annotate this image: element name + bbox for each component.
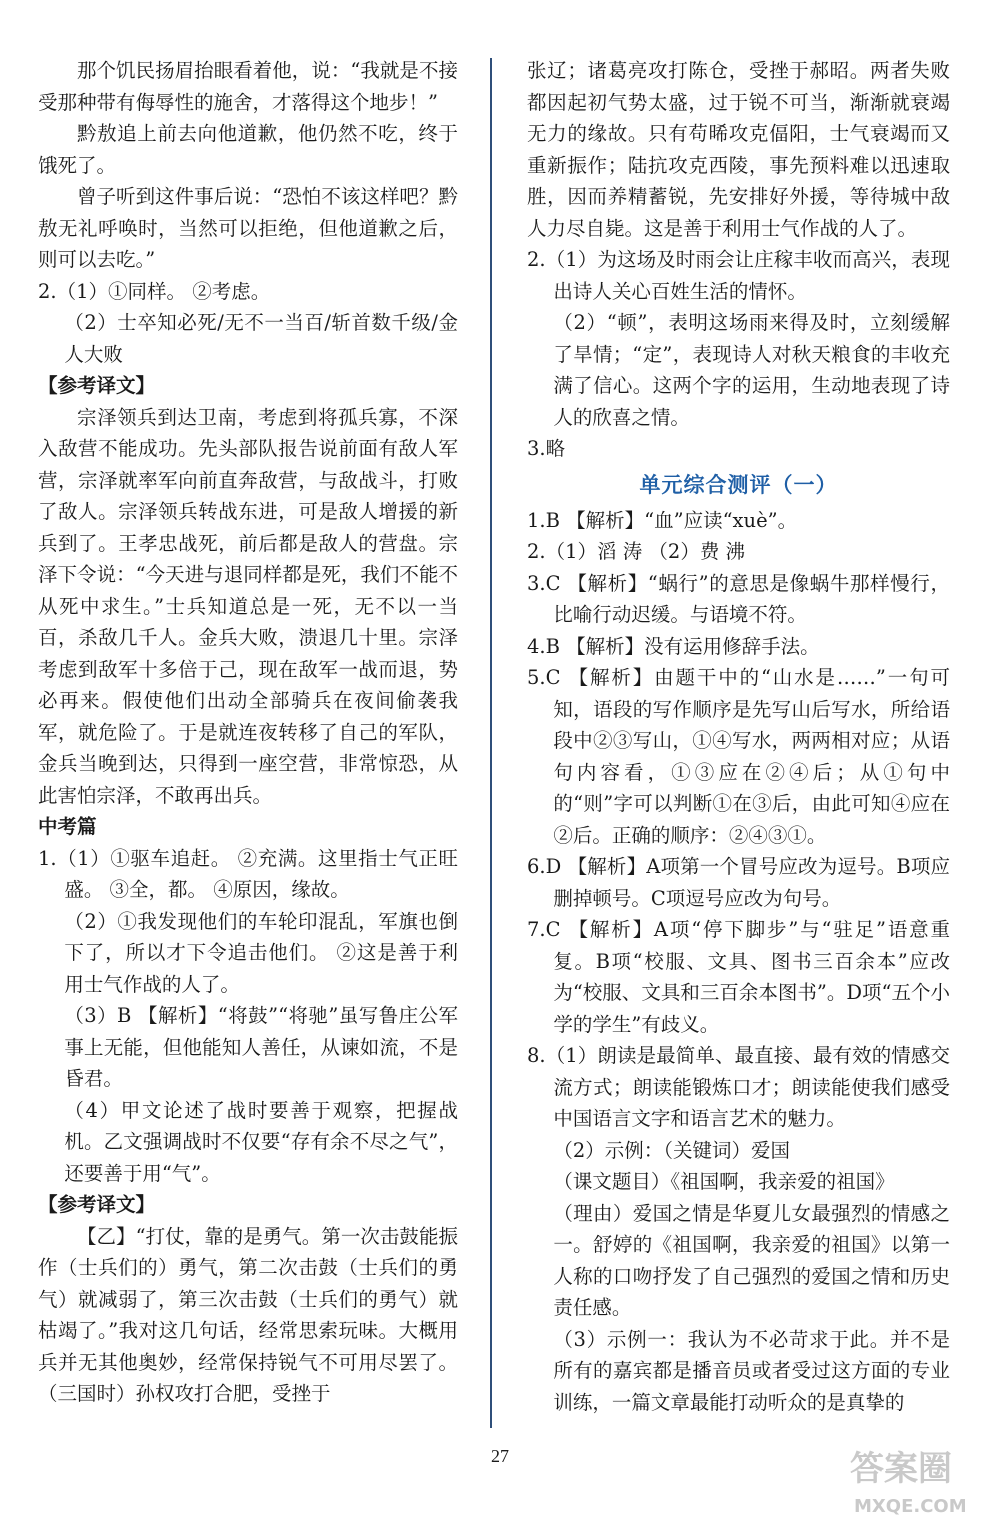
paragraph: （理由）爱国之情是华夏儿女最强烈的情感之一。舒婷的《祖国啊，我亲爱的祖国》以第一人称的口吻抒发了自己强烈的爱国之情和历史责任感。 bbox=[553, 1201, 950, 1319]
paragraph: （2）①我发现他们的车轮印混乱，军旗也倒下了，所以才下令追击他们。 ②这是善于利用士气作战的人了。 bbox=[64, 909, 458, 996]
paragraph: （4）甲文论述了战时要善于观察，把握战机。乙文强调战时不仅要“存有余不尽之气”，还要善于用“气”。 bbox=[64, 1098, 458, 1185]
paragraph: 3.略 bbox=[527, 437, 566, 460]
paragraph: 【乙】“打仗，靠的是勇气。第一次击鼓能振作（士兵们的）勇气，第二次击鼓（士兵们的勇气）就减弱了，第三次击鼓（士兵们的勇气）就枯竭了。”我对这几句话，经常思索玩味。大概用兵并无其他奥妙，经常保持锐气不可用尽罢了。（三国时）孙权攻打合肥，受挫于 bbox=[38, 1224, 458, 1405]
paragraph: 曾子听到这件事后说：“恐怕不该这样吧？黔敖无礼呼唤时，当然可以拒绝，但他道歉之后，则可以去吃。” bbox=[38, 185, 458, 271]
left-column bbox=[38, 55, 458, 1410]
paragraph: 6.D 【解析】A项第一个冒号应改为逗号。B项应删掉顿号。C项逗号应改为句号。 bbox=[527, 855, 950, 910]
paragraph: 1.（1）①驱车追赶。 ②充满。这里指士气正旺盛。 ③全，都。 ④原因，缘故。 bbox=[38, 846, 458, 901]
page-number: 27 bbox=[491, 1446, 509, 1466]
paragraph: 那个饥民扬眉抬眼看着他，说：“我就是不接受那种带有侮辱性的施舍，才落得这个地步！” bbox=[38, 59, 458, 114]
watermark-logo bbox=[840, 1440, 990, 1520]
paragraph: 7.C 【解析】A项“停下脚步”与“驻足”语意重复。B项“校服、文具、图书三百余本”应改为“校服、文具和三百余本图书”。D项“五个小学的学生”有歧义。 bbox=[527, 918, 950, 1036]
paragraph: （3）B 【解析】“将鼓”“将驰”虽写鲁庄公军事上无能，但他能知人善任，从谏如流，不是昏君。 bbox=[64, 1004, 458, 1090]
right-column bbox=[527, 55, 950, 1418]
paragraph: 黔敖追上前去向他道歉，他仍然不吃，终于饿死了。 bbox=[38, 122, 458, 177]
paragraph: （2）示例：（关键词）爱国 bbox=[553, 1138, 790, 1162]
paragraph: 4.B 【解析】没有运用修辞手法。 bbox=[527, 634, 820, 658]
column-divider bbox=[490, 58, 492, 1428]
paragraph: 2.（1）①同样。 ②考虑。 bbox=[38, 279, 271, 303]
paragraph: 宗泽领兵到达卫南，考虑到将孤兵寡，不深入敌营不能成功。先头部队报告说前面有敌人军营，宗泽就率军向前直奔敌营，与敌战斗，打败了敌人。宗泽领兵转战东进，可是敌人增援的新兵到了。王孝忠战死，前后都是敌人的营盘。宗泽下令说：“今天进与退同样都是死，我们不能不从死中求生。”士兵知道总是一死，无不以一当百，杀敌几千人。金兵大败，溃退几十里。宗泽考虑到敌军十多倍于己，现在敌军一战而退，势必再来。假使他们出动全部骑兵在夜间偷袭我军，就危险了。于是就连夜转移了自己的军队，金兵当晚到达，只得到一座空营，非常惊恐，从此害怕宗泽，不敢再出兵。 bbox=[38, 405, 458, 807]
paragraph: （2）士卒知必死/无不一当百/斩首数千级/金人大败 bbox=[64, 311, 458, 366]
paragraph: 2.（1）为这场及时雨会让庄稼丰收而高兴，表现出诗人关心百姓生活的情怀。 bbox=[527, 248, 950, 303]
section-heading: 中考篇 bbox=[38, 815, 97, 838]
unit-title: 单元综合测评（一） bbox=[639, 472, 838, 497]
paragraph: 2.（1）滔 涛 （2）费 沸 bbox=[527, 540, 746, 563]
paragraph: （课文题目）《祖国啊，我亲爱的祖国》 bbox=[553, 1170, 895, 1193]
paragraph: 张辽；诸葛亮攻打陈仓，受挫于郝昭。两者失败都因起初气势太盛，过于锐不可当，渐渐就衰竭无力的缘故。只有苟晞攻克偪阳，士气衰竭而又重新振作；陆抗攻克西陵，事先预料难以迅速取胜，因而养精蓄锐，先安排好外援，等待城中敌人力尽自毙。这是善于利用士气作战的人了。 bbox=[527, 59, 950, 240]
section-heading: 【参考译文】 bbox=[38, 374, 156, 397]
paragraph: 5.C 【解析】由题干中的“山水是……”一句可知，语段的写作顺序是先写山后写水，所给语段中②③写山，①④写水，两两相对应；从语句内容看，①③应在②④后；从①句中的“则”字可以判断①在③后，由此可知④应在②后。正确的顺序：②④③①。 bbox=[527, 666, 950, 847]
paragraph: （3）示例一：我认为不必苛求于此。并不是所有的嘉宾都是播音员或者受过这方面的专业训练，一篇文章最能打动听众的是真挚的 bbox=[553, 1327, 950, 1414]
watermark-text: 答案圈 bbox=[850, 1449, 952, 1489]
paragraph: 8.（1）朗读是最简单、最直接、最有效的情感交流方式；朗读能锻炼口才；朗读能使我们感受中国语言文字和语言艺术的魅力。 bbox=[527, 1044, 950, 1130]
paragraph: 3.C 【解析】“蜗行”的意思是像蜗牛那样慢行，比喻行动迟缓。与语境不符。 bbox=[527, 571, 950, 626]
paragraph: （2）“顿”，表明这场雨来得及时，立刻缓解了旱情；“定”，表现诗人对秋天粮食的丰收充满了信心。这两个字的运用，生动地表现了诗人的欣喜之情。 bbox=[553, 311, 950, 429]
section-heading: 【参考译文】 bbox=[38, 1193, 156, 1216]
watermark-url: MXQE.COM bbox=[854, 1496, 967, 1517]
paragraph: 1.B 【解析】“血”应读“xuè”。 bbox=[527, 508, 798, 532]
